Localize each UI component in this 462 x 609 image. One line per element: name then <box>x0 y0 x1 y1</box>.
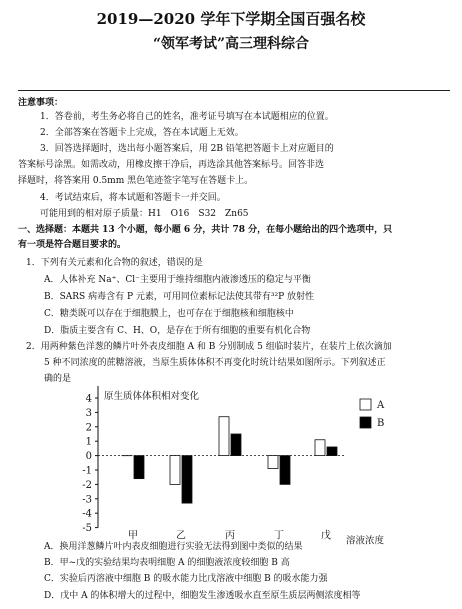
question-1-stem: 1．下列有关元素和化合物的叙述，错误的是 <box>26 258 203 268</box>
question-2-stem-cont: 5 种不同浓度的蔗糖溶液，当原生质体体积不再变化时统计结果如图所示。下列叙述正 <box>44 358 386 368</box>
y-tick-label: 1 <box>85 436 92 448</box>
legend-swatch-b <box>360 417 371 428</box>
note-line: 3．回答选择题时，选出每小题答案后，用 2B 铅笔把答题卡上对应题目的 <box>40 144 334 154</box>
x-tick-label: 戊 <box>321 530 331 542</box>
q2-option-b: B．甲~戊的实验结果均表明细胞 A 的细胞液浓度较细胞 B 高 <box>44 558 290 568</box>
chart-title: 原生质体体积相对变化 <box>104 391 200 402</box>
x-tick-label: 甲 <box>128 530 138 542</box>
bar-series-a <box>219 417 229 456</box>
y-tick-label: -3 <box>82 494 92 506</box>
note-line: 2．全部答案在答题卡上完成，答在本试题上无效。 <box>40 128 244 138</box>
bar-series-b <box>231 434 241 456</box>
y-tick-label: -2 <box>82 479 92 491</box>
bar-series-b <box>327 447 337 456</box>
x-tick-label: 乙 <box>176 530 186 542</box>
notes-heading: 注意事项： <box>18 98 64 108</box>
bar-series-b <box>134 456 144 479</box>
note-line: 1．答卷前，考生务必将自己的姓名，准考证号填写在本试题相应的位置。 <box>40 112 334 122</box>
section-heading-cont: 有一项是符合题目要求的。 <box>18 240 127 250</box>
y-tick-label: -5 <box>82 523 92 535</box>
q1-option-a: A．人体补充 Na⁺、Cl⁻主要用于维持细胞内液渗透压的稳定与平衡 <box>44 275 311 285</box>
y-tick-label: -4 <box>82 508 92 520</box>
q1-option-c: C．糖类既可以存在于细胞膜上，也可存在于细胞核和细胞核中 <box>44 309 294 319</box>
legend-label-b: B <box>377 418 385 429</box>
bar-series-b <box>182 456 192 504</box>
q2-option-c: C．实验后丙溶液中细胞 B 的吸水能力比戊溶液中细胞 B 的吸水能力强 <box>44 574 328 584</box>
note-line: 可能用到的相对原子质量：H1 O16 S32 Zn65 <box>40 209 249 219</box>
exam-title: 2019—2020 学年下学期全国百强名校 <box>96 10 366 28</box>
y-tick-label: 4 <box>85 393 92 405</box>
section-heading: 一、选择题：本题共 13 个小题，每小题 6 分，共计 78 分，在每小题给出的四个选项中，只 <box>18 225 393 235</box>
question-2-stem-cont: 确的是 <box>44 374 72 384</box>
bar-series-a <box>268 456 278 469</box>
x-tick-label: 丁 <box>274 530 284 542</box>
y-tick-label: 2 <box>85 422 92 434</box>
bar-series-a <box>315 440 325 456</box>
legend-swatch-a <box>360 399 371 410</box>
q1-option-d: D．脂质主要含有 C、H、O，是存在于所有细胞的重要有机化合物 <box>44 326 311 336</box>
exam-subtitle: “领军考试”高三理科综合 <box>152 36 310 52</box>
y-tick-label: -1 <box>82 465 92 477</box>
x-axis-label: 溶液浓度 <box>346 535 385 547</box>
q2-option-a: A．换用洋葱鳞片叶内表皮细胞进行实验无法得到图中类似的结果 <box>44 542 303 552</box>
question-2-stem: 2．用两种紫色洋葱的鳞片叶外表皮细胞 A 和 B 分别制成 5 组临时装片，在装片上依次滴加 <box>26 342 392 352</box>
y-tick-label: 0 <box>85 451 92 463</box>
legend-label-a: A <box>377 400 385 411</box>
bar-series-a <box>170 456 180 485</box>
note-line: 答案标号涂黑。如需改动，用橡皮擦干净后，再选涂其他答案标号。回答非选 <box>18 160 325 170</box>
note-line: 择题时，将答案用 0.5mm 黑色笔迹签字笔写在答题卡上。 <box>18 176 254 186</box>
y-tick-label: 3 <box>85 407 92 419</box>
q1-option-b: B．SARS 病毒含有 P 元素，可用同位素标记法使其带有³²P 放射性 <box>44 292 314 302</box>
q2-option-d: D．戊中 A 的体积增大的过程中，细胞发生渗透吸水直至原生质层两侧浓度相等 <box>44 591 361 601</box>
x-tick-label: 丙 <box>225 530 235 542</box>
note-line: 4．考试结束后，将本试题和答题卡一并交回。 <box>40 193 226 203</box>
bar-series-b <box>280 456 290 485</box>
